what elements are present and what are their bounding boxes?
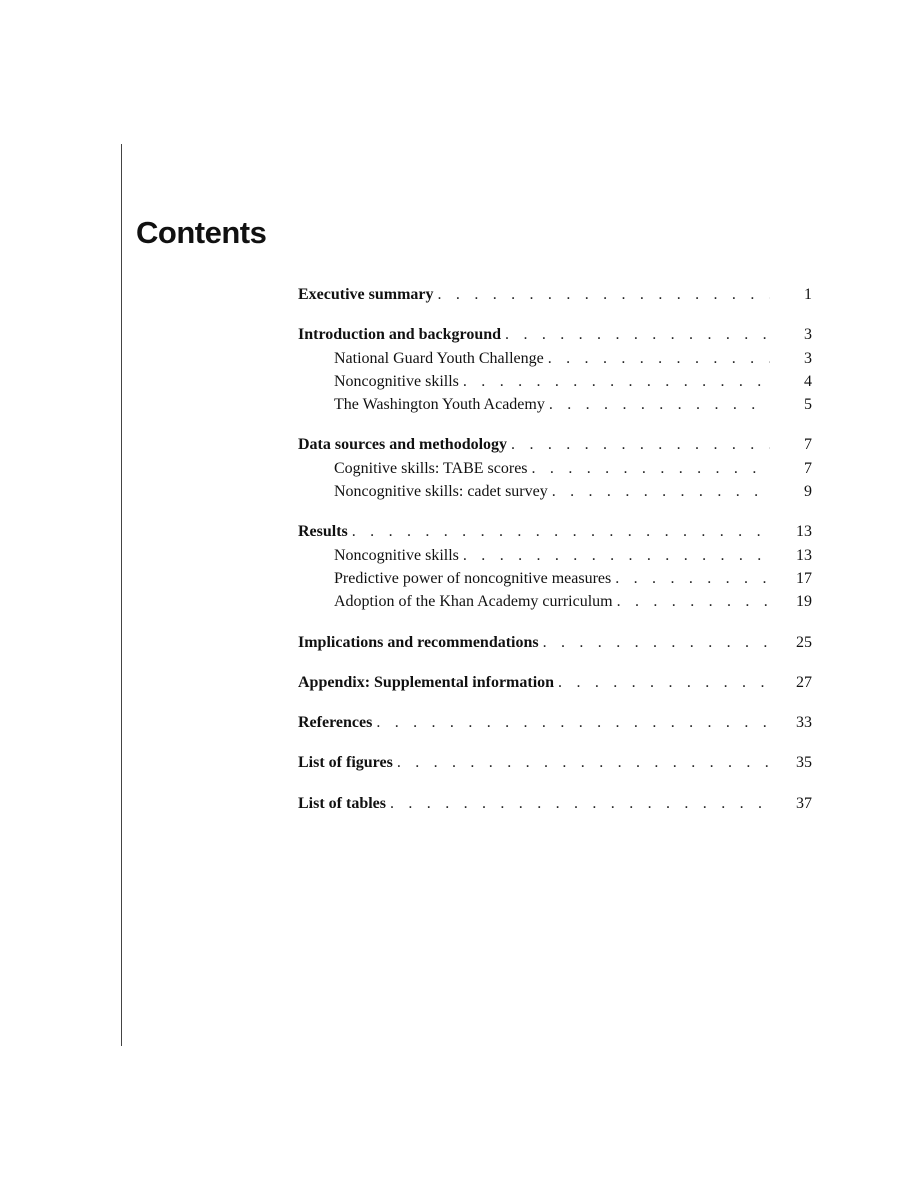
dot-leader	[463, 370, 770, 393]
toc-entry[interactable]	[298, 283, 812, 306]
dot-leader	[376, 711, 770, 734]
dot-leader	[390, 792, 770, 815]
toc-entry-page: 13	[796, 523, 812, 541]
toc-subentry-label: Adoption of the Khan Academy curriculum	[334, 593, 613, 611]
dot-leader	[617, 590, 770, 613]
margin-rule	[121, 144, 122, 1046]
dot-leader	[558, 671, 770, 694]
toc-subentry-label: National Guard Youth Challenge	[334, 349, 544, 367]
dot-leader	[397, 751, 770, 774]
toc-section-data-sources	[298, 433, 812, 503]
toc-entry[interactable]	[298, 711, 812, 734]
toc-entry-label: Executive summary	[298, 286, 434, 303]
toc-subentry-label: The Washington Youth Academy	[334, 396, 545, 414]
toc-subentry-page: 5	[804, 396, 812, 414]
toc-entry-label: References	[298, 714, 373, 732]
toc-entry-label: List of tables	[298, 794, 386, 812]
toc-entry-page: 3	[804, 326, 812, 344]
toc-subentry[interactable]	[298, 370, 812, 393]
table-of-contents	[298, 283, 812, 832]
toc-subentry-label: Noncognitive skills	[334, 546, 459, 564]
toc-entry-page: 35	[796, 754, 812, 772]
toc-subentry-page: 13	[796, 546, 812, 564]
dot-leader	[543, 631, 770, 654]
toc-entry-page: 25	[796, 633, 812, 651]
toc-subentry-page: 3	[804, 349, 812, 367]
toc-section-executive-summary	[298, 283, 812, 306]
toc-subentry[interactable]	[298, 457, 812, 480]
toc-section-list-of-figures	[298, 751, 812, 774]
toc-section-references	[298, 711, 812, 734]
toc-section-implications	[298, 631, 812, 654]
toc-entry[interactable]	[298, 792, 812, 815]
toc-entry-label: Appendix: Supplemental information	[298, 673, 555, 691]
toc-subentry-label: Noncognitive skills	[334, 372, 459, 390]
toc-subentry-label: Cognitive skills: TABE scores	[334, 459, 528, 477]
toc-entry-label: Data sources and methodology	[298, 436, 508, 454]
toc-subentry-page: 9	[804, 483, 812, 501]
toc-subentry-page: 4	[804, 372, 812, 390]
toc-entry-page: 27	[796, 673, 812, 691]
toc-entry-label: List of figures	[298, 754, 393, 772]
toc-section-introduction	[298, 323, 812, 416]
dot-leader	[532, 457, 770, 480]
toc-section-results	[298, 520, 812, 613]
toc-entry[interactable]	[298, 631, 812, 654]
dot-leader	[511, 433, 770, 456]
toc-subentry[interactable]	[298, 544, 812, 567]
dot-leader	[615, 567, 770, 590]
dot-leader	[438, 283, 770, 306]
toc-entry-page: 37	[796, 794, 812, 812]
toc-entry[interactable]	[298, 751, 812, 774]
page-title: Contents	[136, 215, 267, 250]
toc-entry[interactable]	[298, 323, 812, 346]
toc-entry-label: Introduction and background	[298, 326, 502, 344]
toc-subentry[interactable]	[298, 393, 812, 416]
toc-entry[interactable]	[298, 433, 812, 456]
toc-subentry-label: Noncognitive skills: cadet survey	[334, 483, 548, 501]
toc-entry-label: Implications and recommendations	[298, 633, 539, 651]
toc-subentry-page: 7	[804, 459, 812, 477]
dot-leader	[505, 323, 770, 346]
toc-subentry[interactable]	[298, 590, 812, 613]
toc-section-appendix	[298, 671, 812, 694]
toc-subentry-page: 19	[796, 593, 812, 611]
toc-entry-page: 1	[804, 286, 812, 303]
dot-leader	[463, 544, 770, 567]
toc-entry[interactable]	[298, 671, 812, 694]
dot-leader	[548, 347, 770, 370]
toc-entry-page: 33	[796, 714, 812, 732]
dot-leader	[552, 480, 770, 503]
dot-leader	[549, 393, 770, 416]
toc-subentry[interactable]	[298, 480, 812, 503]
toc-subentry-page: 17	[796, 569, 812, 587]
dot-leader	[352, 520, 770, 543]
toc-subentry[interactable]	[298, 567, 812, 590]
toc-entry-page: 7	[804, 436, 812, 454]
toc-section-list-of-tables	[298, 792, 812, 815]
toc-entry[interactable]	[298, 520, 812, 543]
toc-entry-label: Results	[298, 523, 348, 541]
toc-subentry-label: Predictive power of noncognitive measures	[334, 569, 612, 587]
toc-subentry[interactable]	[298, 347, 812, 370]
